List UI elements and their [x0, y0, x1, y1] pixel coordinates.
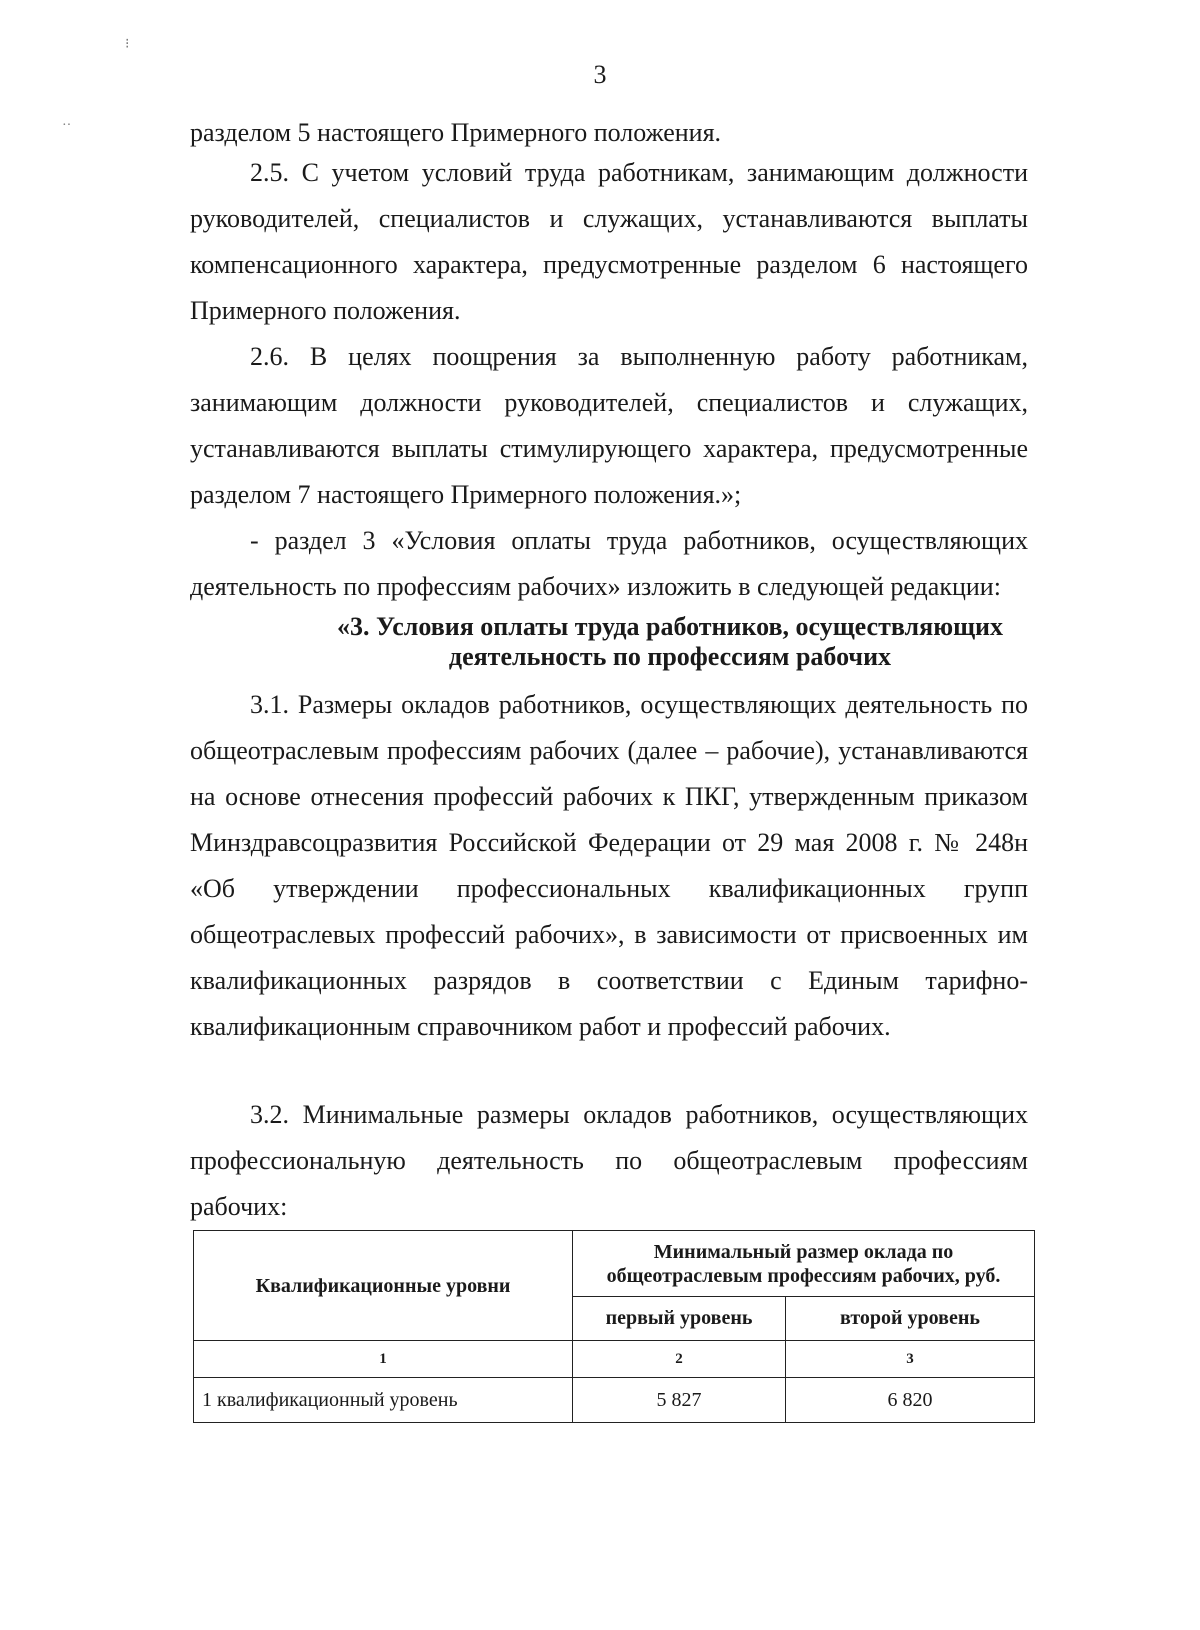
salary-table: [193, 1230, 1035, 1423]
section-heading-line-2: деятельность по профессиям рабочих: [448, 642, 892, 671]
qualification-level-cell: 1 квалификационный уровень: [194, 1378, 573, 1423]
paragraph-2-5: 2.5. С учетом условий труда работникам, занимающим должности руководителей, специалистов и служащих, устанавливаются выплаты компенсационного характера, предусмотренные разделом 6 настоящего Примерного положения.: [190, 158, 1028, 325]
column-number-3: 3: [786, 1341, 1035, 1378]
qualification-levels-header: Квалификационные уровни: [194, 1231, 573, 1341]
paragraph-3-2: 3.2. Минимальные размеры окладов работников, осуществляющих профессиональную деятельность по общеотраслевым профессиям рабочих:: [190, 1100, 1028, 1221]
table-row: [194, 1378, 1035, 1423]
first-level-salary-cell: 5 827: [573, 1378, 786, 1423]
page-number: 3: [593, 60, 607, 89]
scan-speck: ··: [62, 118, 72, 133]
paragraph-3-1: 3.1. Размеры окладов работников, осуществляющих деятельность по общеотраслевым профессиям рабочих (далее – рабочие), устанавливаются на основе отнесения профессий рабочих к ПКГ, утвержденным приказом Минздравсоцразвития Российской Федерации от 29 мая 2008 г. № 248н «Об утверждении профессиональных квалификационных групп общеотраслевых профессий рабочих», в зависимости от присвоенных им квалификационных разрядов в соответствии с Единым тарифно-квалификационным справочником работ и профессий рабочих.: [190, 690, 1028, 1041]
min-salary-group-header: Минимальный размер оклада по общеотраслевым профессиям рабочих, руб.: [573, 1231, 1035, 1297]
paragraph-continuation: разделом 5 настоящего Примерного положения.: [190, 118, 722, 147]
second-level-header: второй уровень: [786, 1297, 1035, 1341]
first-level-header: первый уровень: [573, 1297, 786, 1341]
section-heading-line-1: «3. Условия оплаты труда работников, осуществляющих: [336, 612, 1004, 641]
paragraph-section-3-intro: - раздел 3 «Условия оплаты труда работников, осуществляющих деятельность по профессиям рабочих» изложить в следующей редакции:: [190, 526, 1028, 601]
column-number-1: 1: [194, 1341, 573, 1378]
section-heading: [190, 612, 1030, 672]
second-level-salary-cell: 6 820: [786, 1378, 1035, 1423]
column-number-2: 2: [573, 1341, 786, 1378]
paragraph-2-6: 2.6. В целях поощрения за выполненную работу работникам, занимающим должности руководителей, специалистов и служащих, устанавливаются выплаты стимулирующего характера, предусмотренные разделом 7 настоящего Примерного положения.»;: [190, 342, 1028, 509]
scan-speck: ⁝: [125, 37, 130, 52]
